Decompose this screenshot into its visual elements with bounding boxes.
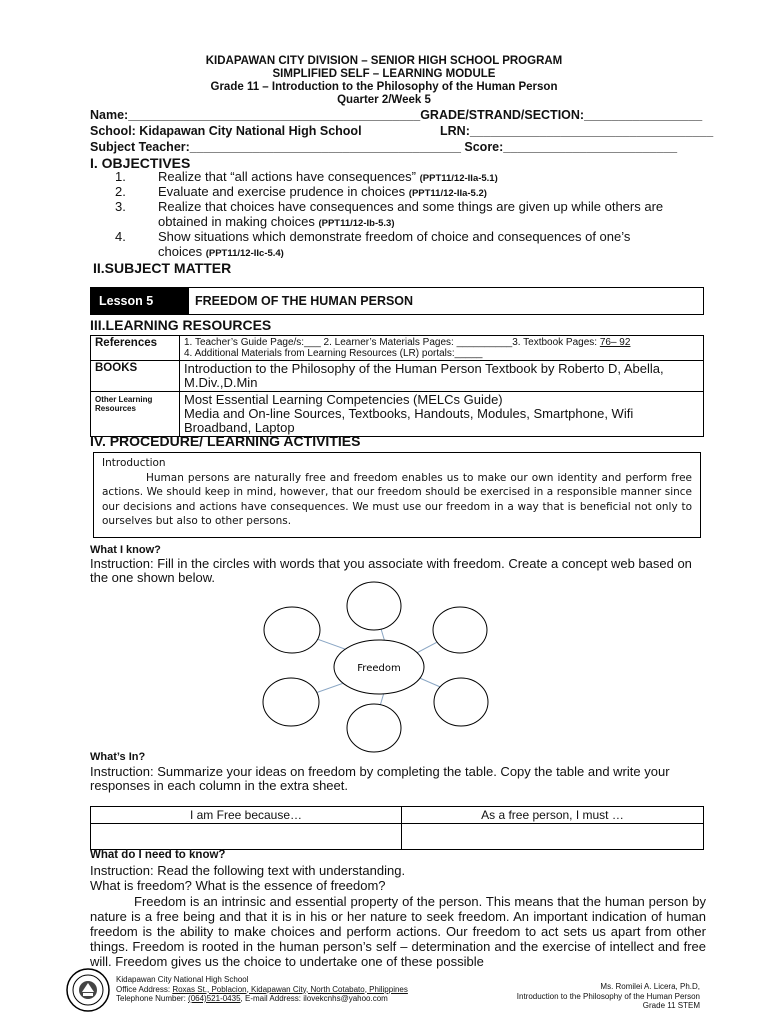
objective-item: Realize that choices have consequences and some things are given up while others are (158, 199, 664, 214)
lesson-title: FREEDOM OF THE HUMAN PERSON (195, 294, 414, 308)
footer-school-info: Kidapawan City National High School Office Address: Roxas St., Poblacion, Kidapawan City, North Cotabato, Philippines Telephone Number: (064)521-0435, E-mail Address: ilovekcnhs@yahoo.com (116, 975, 408, 1003)
name-line: Name:__________________________________________GRADE/STRAND/SECTION:_________________ (90, 108, 703, 122)
concept-circle (347, 582, 401, 630)
procedure-heading: IV. PROCEDURE/ LEARNING ACTIVITIES (90, 433, 361, 449)
table-cell (402, 824, 704, 850)
subject-matter-heading: II.SUBJECT MATTER (93, 260, 232, 276)
whats-in-heading: What’s In? (90, 751, 146, 763)
objective-number: 2. (115, 184, 126, 199)
table-cell (91, 824, 402, 850)
what-i-know-heading: What I know? (90, 544, 161, 556)
concept-web-diagram (260, 578, 524, 754)
what-i-know-instruction: Instruction: Fill in the circles with words that you associate with freedom. Create a concept web based on the one shown below. (90, 556, 692, 585)
books-label: BOOKS (91, 361, 180, 392)
header-line-module: SIMPLIFIED SELF – LEARNING MODULE (272, 68, 496, 80)
concept-circle (264, 607, 320, 653)
lesson-box (90, 287, 704, 315)
freedom-center-label: Freedom (357, 663, 401, 674)
objective-item: Evaluate and exercise prudence in choices (PPT11/12-IIa-5.2) (158, 184, 487, 199)
concept-circle (434, 678, 488, 726)
introduction-text: Human persons are naturally free and freedom enables us to make our own identity and perform free actions. We should keep in mind, however, that our freedom should be exercised in a responsible manner since our decisions and actions have consequences. We must use our freedom in a way that is beneficial not only to ourselves but also to other persons. (102, 471, 692, 527)
objectives-heading: I. OBJECTIVES (90, 155, 191, 171)
lesson-number: Lesson 5 (91, 288, 189, 314)
header-line-course: Grade 11 – Introduction to the Philosophy of the Human Person (210, 81, 558, 93)
learning-resources-table (90, 335, 704, 437)
other-resources-cell: Most Essential Learning Competencies (MELCs Guide) Media and On-line Sources, Textbooks, Handouts, Modules, Smartphone, Wifi Broadband, Laptop (180, 392, 704, 437)
footer-teacher-info: Ms. Romilei A. Licera, Ph.D, Introduction to the Philosophy of the Human Person Grade 11 STEM (516, 982, 700, 1010)
concept-circle (433, 607, 487, 653)
concept-circle (347, 704, 401, 752)
concept-circle (263, 678, 319, 726)
introduction-box (93, 452, 701, 538)
need-to-know-instruction: Instruction: Read the following text with understanding. (90, 863, 406, 878)
school-line: School: Kidapawan City National High School (90, 124, 362, 138)
column-header-free-person-must: As a free person, I must … (402, 807, 704, 824)
objective-item: Realize that “all actions have consequences” (PPT11/12-IIa-5.1) (158, 169, 498, 184)
learning-resources-heading: III.LEARNING RESOURCES (90, 317, 272, 333)
introduction-title: Introduction (102, 457, 166, 469)
other-resources-label: Other Learning Resources (91, 392, 180, 437)
need-to-know-heading: What do I need to know? (90, 849, 226, 861)
objective-item-cont: obtained in making choices (PPT11/12-Ib-5.3) (158, 214, 395, 229)
freedom-paragraph: Freedom is an intrinsic and essential property of the person. This means that the human person by nature is a free being and that it is in his or her nature to seek freedom. An important indication of human freedom is the ability to make choices and perform actions. Our freedom to act sets us apart from other things. Freedom is rooted in the human person’s self – determination and the exercise of intellect and free will. Freedom gives us the choice to undertake one of these possible (90, 894, 706, 969)
header-line-division: KIDAPAWAN CITY DIVISION – SENIOR HIGH SCHOOL PROGRAM (205, 55, 563, 67)
objective-number: 3. (115, 199, 126, 214)
lrn-line: LRN:___________________________________ (440, 124, 714, 138)
teacher-score-line: Subject Teacher:_______________________________________ Score:_________________________ (90, 140, 678, 154)
whats-in-instruction: Instruction: Summarize your ideas on freedom by completing the table. Copy the table and write your responses in each column in the extra sheet. (90, 764, 670, 793)
objective-number: 4. (115, 229, 126, 244)
freedom-question: What is freedom? What is the essence of freedom? (90, 878, 386, 893)
objective-number: 1. (115, 169, 126, 184)
books-cell: Introduction to the Philosophy of the Human Person Textbook by Roberto D, Abella, M.Div.,D.Min (180, 361, 704, 392)
references-label: References (91, 336, 180, 361)
school-seal-logo (66, 968, 110, 1012)
objective-item-cont: choices (PPT11/12-IIc-5.4) (158, 244, 284, 259)
column-header-free-because: I am Free because… (91, 807, 402, 824)
references-cell: 1. Teacher’s Guide Page/s:___ 2. Learner’s Materials Pages: __________3. Textbook Pages: 76– 92 4. Additional Materials from Learning Resources (LR) portals:_____ (180, 336, 704, 361)
freedom-table (90, 806, 704, 850)
objective-item: Show situations which demonstrate freedom of choice and consequences of one’s (158, 229, 631, 244)
header-line-quarter: Quarter 2/Week 5 (337, 94, 431, 106)
